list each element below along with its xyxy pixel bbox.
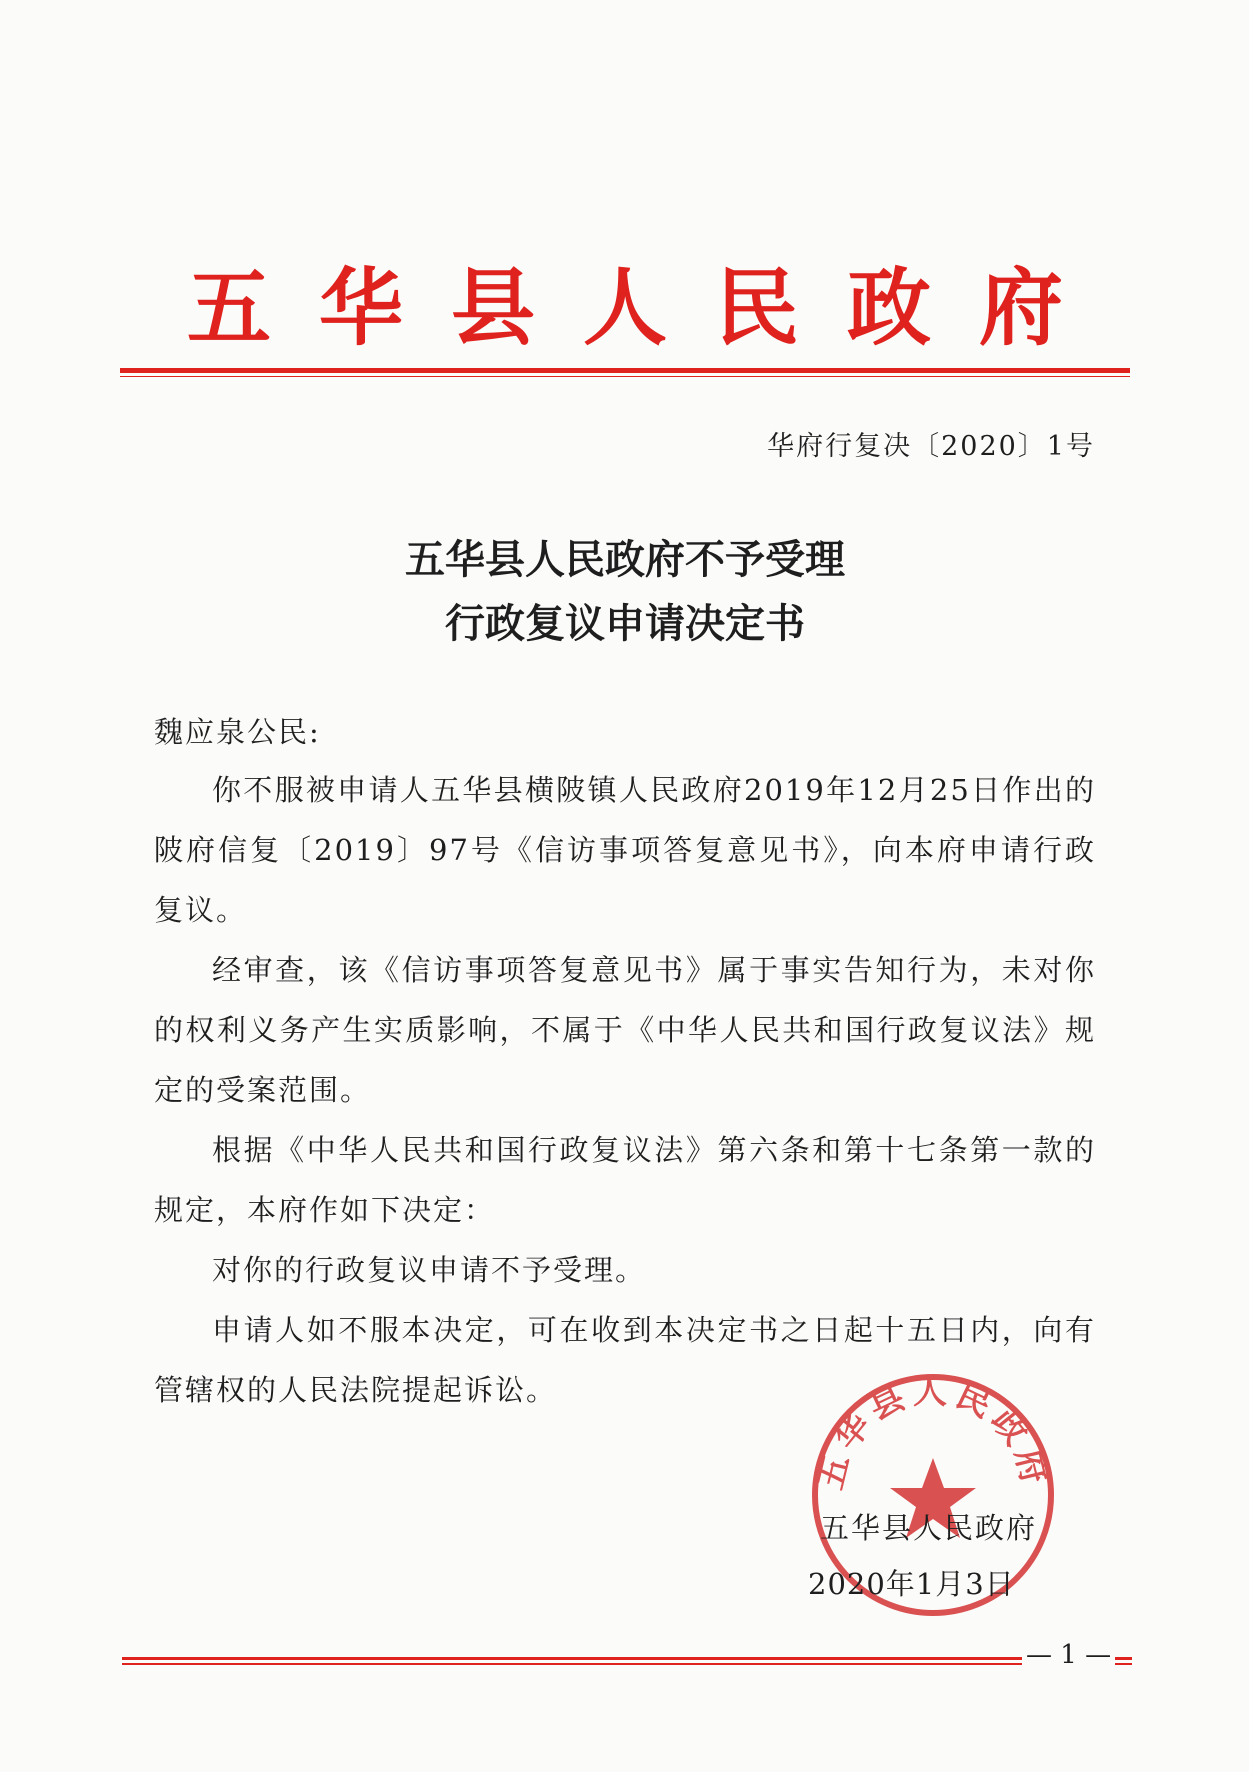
- body-paragraph: 申请人如不服本决定，可在收到本决定书之日起十五日内，向有管辖权的人民法院提起诉讼。: [154, 1313, 1096, 1407]
- page-number: — 1 —: [1022, 1640, 1115, 1670]
- red-header-title: 五华县人民政府: [186, 259, 1111, 357]
- signer-name: 五华县人民政府: [820, 1511, 1038, 1545]
- header-red-rule: [120, 368, 1130, 373]
- seal-arc-text: 五华县人民政府: [810, 1371, 1056, 1494]
- document-title-line-2: 行政复议申请决定书: [445, 600, 805, 647]
- salutation: 魏应泉公民:: [154, 715, 321, 749]
- body-paragraph: 经审查，该《信访事项答复意见书》属于事实告知行为，未对你的权利义务产生实质影响，不属于《中华人民共和国行政复议法》规定的受案范围。: [154, 953, 1096, 1107]
- body-paragraph: 你不服被申请人五华县横陂镇人民政府2019年12月25日作出的陂府信复〔2019〕97号《信访事项答复意见书》，向本府申请行政复议。: [154, 773, 1096, 927]
- document-number: 华府行复决〔2020〕1号: [767, 431, 1095, 462]
- document-body: [154, 760, 1096, 1420]
- document-title: [120, 528, 1130, 656]
- signing-date: 2020年1月3日: [808, 1567, 1015, 1601]
- footer-red-rule-2: [122, 1663, 1132, 1665]
- body-paragraph: 根据《中华人民共和国行政复议法》第六条和第十七条第一款的规定，本府作如下决定：: [154, 1133, 1096, 1227]
- body-paragraph: 对你的行政复议申请不予受理。: [212, 1253, 647, 1287]
- footer-red-rule: [122, 1657, 1132, 1660]
- document-title-line-1: 五华县人民政府不予受理: [405, 536, 845, 583]
- header-red-rule-thin: [120, 376, 1130, 377]
